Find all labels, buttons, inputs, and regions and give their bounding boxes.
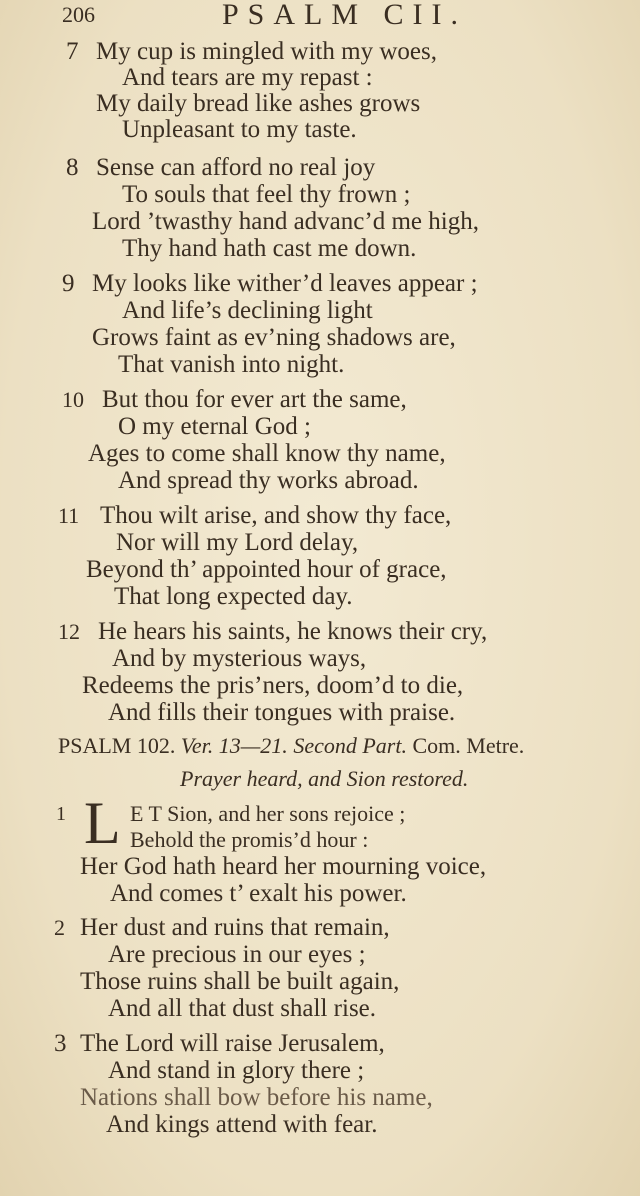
verse-line: Her God hath heard her mourning voice, bbox=[80, 853, 487, 880]
psalm-label: PSALM 102. bbox=[58, 733, 176, 758]
verse-line: My cup is mingled with my woes, bbox=[96, 38, 437, 65]
page-number: 206 bbox=[62, 2, 95, 27]
verse-line: And fills their tongues with praise. bbox=[108, 699, 456, 726]
verse-line: And tears are my repast : bbox=[122, 64, 373, 91]
verse-line: E T Sion, and her sons rejoice ; bbox=[130, 801, 406, 826]
verse-line: My looks like wither’d leaves appear ; bbox=[92, 270, 478, 297]
stanza-number: 9 bbox=[62, 270, 75, 297]
section-subtitle: Prayer heard, and Sion restored. bbox=[180, 766, 469, 791]
verse-line: Nor will my Lord delay, bbox=[116, 529, 359, 556]
verse-line: And kings attend with fear. bbox=[106, 1111, 378, 1138]
verse-range: Ver. 13—21. bbox=[180, 733, 288, 758]
stanza-number: 3 bbox=[54, 1030, 67, 1057]
verse-line: Lord ’twasthy hand advanc’d me high, bbox=[92, 208, 479, 235]
verse-line: Redeems the pris’ners, doom’d to die, bbox=[82, 672, 464, 699]
verse-line: Grows faint as ev’ning shadows are, bbox=[92, 324, 456, 351]
stanza-number: 12 bbox=[58, 619, 80, 644]
stanza-number: 11 bbox=[58, 503, 80, 528]
verse-line: And spread thy works abroad. bbox=[118, 467, 419, 494]
verse-line: Are precious in our eyes ; bbox=[108, 941, 366, 968]
part-label: Second Part. bbox=[293, 733, 407, 758]
verse-line: And comes t’ exalt his power. bbox=[110, 880, 407, 907]
verse-line: And life’s declining light bbox=[122, 297, 373, 324]
verse-line: And by mysterious ways, bbox=[112, 645, 367, 672]
verse-line: To souls that feel thy frown ; bbox=[122, 181, 411, 208]
verse-line: Unpleasant to my taste. bbox=[122, 116, 357, 143]
verse-line: Nations shall bow before his name, bbox=[80, 1084, 433, 1111]
stanza-number: 10 bbox=[62, 387, 84, 412]
verse-line: That vanish into night. bbox=[118, 351, 345, 378]
drop-cap: L bbox=[84, 790, 121, 856]
stanza-number: 1 bbox=[56, 803, 66, 825]
verse-line: O my eternal God ; bbox=[118, 413, 312, 440]
stanza-number: 2 bbox=[54, 915, 65, 940]
verse-line: Her dust and ruins that remain, bbox=[80, 914, 390, 941]
verse-line: Sense can afford no real joy bbox=[96, 154, 376, 181]
verse-line: He hears his saints, he knows their cry, bbox=[98, 618, 488, 645]
verse-line: And stand in glory there ; bbox=[108, 1057, 365, 1084]
verse-line: That long expected day. bbox=[114, 583, 353, 610]
metre-label: Com. Metre. bbox=[412, 733, 525, 758]
verse-line: Beyond th’ appointed hour of grace, bbox=[86, 556, 447, 583]
section-heading bbox=[58, 733, 524, 759]
verse-line: But thou for ever art the same, bbox=[102, 386, 407, 413]
verse-line: The Lord will raise Jerusalem, bbox=[80, 1030, 385, 1057]
running-title: PSALM CII. bbox=[222, 0, 468, 31]
verse-line: Ages to come shall know thy name, bbox=[88, 440, 446, 467]
verse-line: Thou wilt arise, and show thy face, bbox=[100, 502, 452, 529]
verse-line: Behold the promis’d hour : bbox=[130, 827, 369, 852]
verse-line: Those ruins shall be built again, bbox=[80, 968, 400, 995]
stanza-number: 7 bbox=[66, 38, 79, 65]
verse-line: And all that dust shall rise. bbox=[108, 995, 377, 1022]
verse-line: Thy hand hath cast me down. bbox=[122, 235, 417, 262]
verse-line: My daily bread like ashes grows bbox=[96, 90, 421, 117]
stanza-number: 8 bbox=[66, 154, 79, 181]
